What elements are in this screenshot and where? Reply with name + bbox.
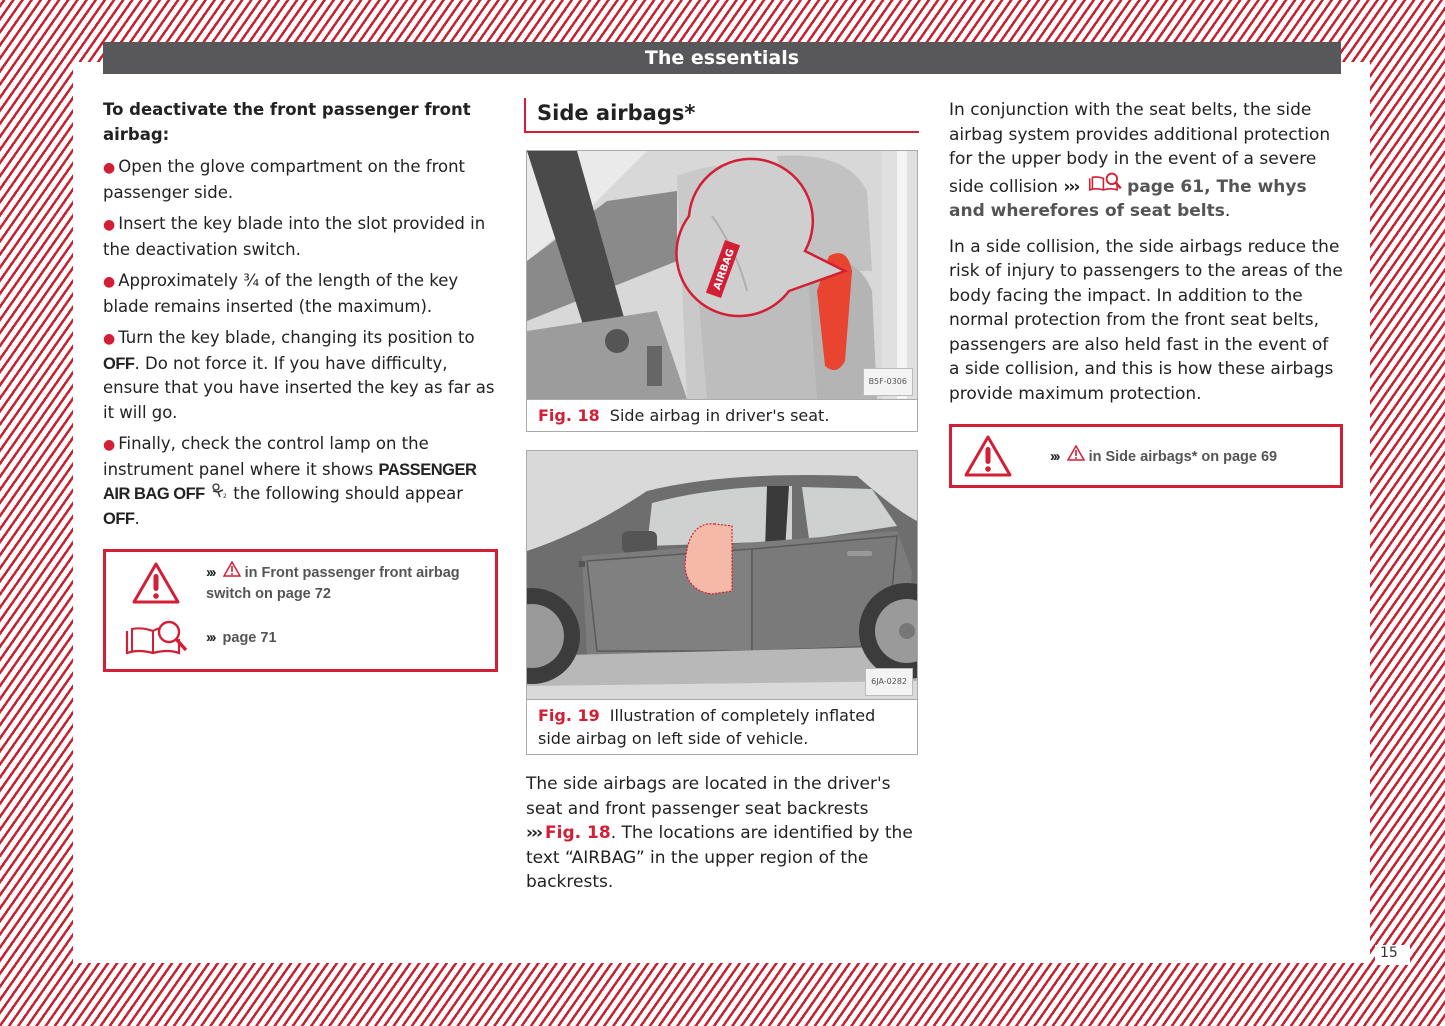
small-warning-icon (223, 565, 241, 581)
warning-triangle-icon (106, 561, 206, 605)
page-number: 15 (1380, 945, 1398, 961)
airbag-location-text: The side airbags are located in the driver's seat and front passenger seat backrests ››› Fig. 18. The locations are identified by the text “AIRBAG” in the upper region of the backrests. (526, 774, 913, 892)
bullet-icon: ● (103, 160, 116, 176)
list-item: ● Approximately ¾ of the length of the key blade remains inserted (the maximum). (103, 271, 459, 316)
figure-code: 6JA-0282 (865, 668, 913, 697)
chapter-header: The essentials (103, 42, 1341, 74)
right-column (949, 98, 1343, 488)
seat-belts-link[interactable]: page 61, The whys and wherefores of seat belts (949, 176, 1307, 221)
warning-reference-link[interactable]: ››› in Side airbags* on page 69 (1050, 445, 1277, 468)
airbag-badge-text: AIRBAG (711, 247, 737, 292)
warning-triangle-icon (952, 434, 1024, 478)
book-magnifier-icon (106, 619, 206, 657)
bullet-icon: ● (103, 437, 116, 453)
fig-18-link[interactable]: Fig. 18 (545, 823, 611, 843)
list-item: ● Finally, check the control lamp on the instrument panel where it shows PASSENGER AIR BAG OFF 2 the following should appear OFF. (103, 434, 477, 528)
middle-column (526, 98, 919, 895)
paragraph: In a side collision, the side airbags reduce the risk of injury to passengers to the areas of the body facing the impact. In addition to the normal protection from the front seat belts, passengers are also held fast in the event of a side collision, and this is how these airbags provide maximum protection. (949, 236, 1343, 404)
bullet-icon: ● (103, 274, 116, 290)
off-label: OFF (103, 354, 135, 373)
section-title: Side airbags* (524, 98, 919, 133)
figure-number: Fig. 19 (538, 706, 600, 725)
list-item: ● Open the glove compartment on the front passenger side. (103, 157, 466, 202)
warning-box (103, 549, 498, 672)
warning-reference-link[interactable]: ››› in Front passenger front airbag switch on page 72 (206, 561, 495, 605)
left-column (103, 98, 498, 672)
seat-airbag-illustration (527, 151, 917, 399)
warning-box (949, 424, 1343, 488)
figure-19 (526, 450, 918, 755)
small-warning-icon (1067, 449, 1085, 465)
airbag-off-icon (210, 484, 228, 503)
figure-caption: Fig. 19 Illustration of completely inflated side airbag on left side of vehicle. (527, 699, 917, 754)
figure-18 (526, 150, 918, 432)
bullet-icon: ● (103, 217, 116, 233)
list-item: ● Insert the key blade into the slot provided in the deactivation switch. (103, 214, 486, 259)
figure-caption: Fig. 18 Side airbag in driver's seat. (527, 399, 917, 431)
passenger-airbag-off-label: PASSENGER AIR BAG OFF (103, 460, 477, 503)
bullet-icon: ● (103, 331, 116, 347)
off-label: OFF (103, 509, 135, 528)
book-reference-link[interactable]: ››› page 71 (206, 629, 277, 646)
figure-number: Fig. 18 (538, 406, 600, 425)
paragraph: In conjunction with the seat belts, the side airbag system provides additional protection for the upper body in the event of a severe side collision ››› page 61, The whys and wherefores of seat belts. (949, 100, 1331, 221)
book-magnifier-icon (1088, 177, 1122, 197)
car-side-illustration (527, 451, 917, 699)
svg-text:2: 2 (223, 493, 227, 499)
deactivate-subhead: To deactivate the front passenger front airbag: (103, 100, 471, 144)
list-item: ● Turn the key blade, changing its position to OFF. Do not force it. If you have difficulty, ensure that you have inserted the key as far as it will go. (103, 328, 495, 422)
figure-code: B5F-0306 (863, 368, 913, 397)
